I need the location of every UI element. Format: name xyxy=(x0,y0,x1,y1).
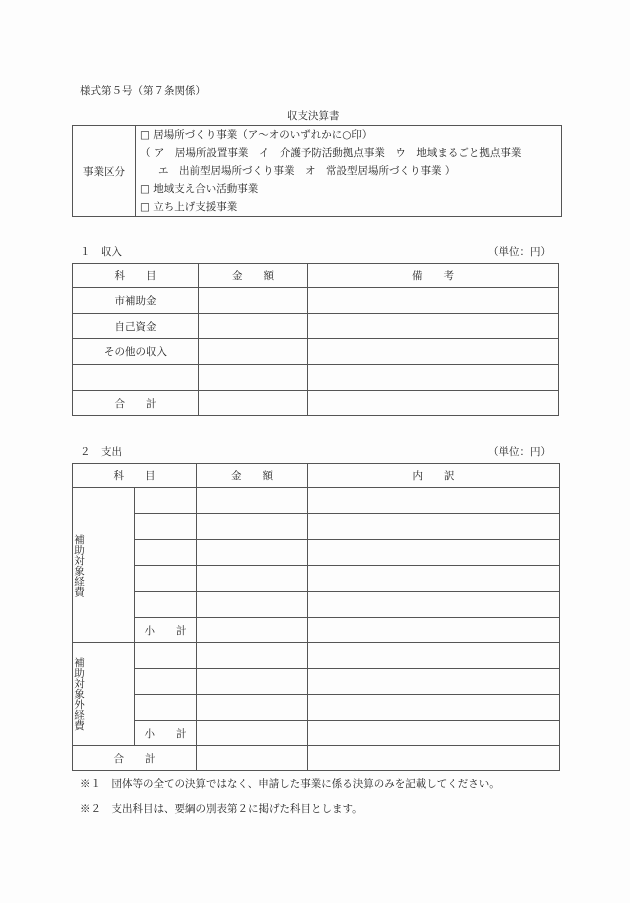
amount-cell[interactable] xyxy=(199,288,308,314)
category-table xyxy=(72,125,562,217)
table-row xyxy=(73,592,560,618)
note-2: ※２ 支出科目は、要綱の別表第２に掲げた科目とします。 xyxy=(80,803,363,815)
option-sasaeai[interactable] xyxy=(136,180,561,198)
subtotal-label: 小 計 xyxy=(135,618,197,643)
breakdown-cell[interactable] xyxy=(308,540,560,566)
breakdown-cell[interactable] xyxy=(308,746,560,771)
item-cell[interactable] xyxy=(135,566,197,592)
item-cell[interactable] xyxy=(135,488,197,514)
amount-cell[interactable] xyxy=(197,488,308,514)
group-label: 補助対象外経費 xyxy=(73,657,85,731)
table-row xyxy=(73,314,559,339)
note-1: ※１ 団体等の全ての決算ではなく、申請した事業に係る決算のみを記載してください。 xyxy=(80,778,500,790)
table-row xyxy=(73,566,560,592)
amount-cell[interactable] xyxy=(197,695,308,721)
header-amount: 金 額 xyxy=(199,264,308,288)
checkbox-icon[interactable]: □ xyxy=(140,201,150,213)
subtotal-label: 小 計 xyxy=(135,721,197,746)
breakdown-cell[interactable] xyxy=(308,721,560,746)
sub-options-line2: エ 出前型居場所づくり事業 オ 常設型居場所づくり事業 ） xyxy=(158,165,456,177)
amount-cell[interactable] xyxy=(199,391,308,416)
breakdown-cell[interactable] xyxy=(308,566,560,592)
total-label: 合 計 xyxy=(73,746,197,771)
table-row xyxy=(73,540,560,566)
category-options xyxy=(136,126,562,217)
group-label: 補助対象経費 xyxy=(73,533,85,597)
table-row xyxy=(73,669,560,695)
amount-cell[interactable] xyxy=(197,618,308,643)
remarks-cell[interactable] xyxy=(308,288,559,314)
table-row xyxy=(73,288,559,314)
item-cell[interactable] xyxy=(135,592,197,618)
amount-cell[interactable] xyxy=(197,514,308,540)
item-cell[interactable] xyxy=(135,669,197,695)
table-row xyxy=(73,488,560,514)
table-row xyxy=(73,695,560,721)
item-cell[interactable] xyxy=(135,643,197,669)
breakdown-cell[interactable] xyxy=(308,488,560,514)
amount-cell[interactable] xyxy=(197,669,308,695)
row-label: 自己資金 xyxy=(73,314,199,339)
sub-options-line1: （ ア 居場所設置事業 イ 介護予防活動拠点事業 ウ 地域まるごと拠点事業 xyxy=(140,147,522,159)
remarks-cell[interactable] xyxy=(308,391,559,416)
table-row xyxy=(73,514,560,540)
checkbox-icon[interactable]: □ xyxy=(140,183,150,195)
income-table xyxy=(72,263,559,416)
amount-cell[interactable] xyxy=(199,365,308,391)
table-row xyxy=(73,365,559,391)
page-title: 収支決算書 xyxy=(287,110,340,122)
header-item: 科 目 xyxy=(73,464,197,488)
form-number: 様式第５号（第７条関係） xyxy=(80,85,206,97)
total-label: 合 計 xyxy=(73,391,199,416)
table-header xyxy=(73,264,559,288)
breakdown-cell[interactable] xyxy=(308,695,560,721)
remarks-cell[interactable] xyxy=(308,365,559,391)
item-cell[interactable] xyxy=(135,514,197,540)
option-label: 居場所づくり事業（ア～オのいずれかに○印） xyxy=(153,129,373,141)
amount-cell[interactable] xyxy=(197,566,308,592)
subtotal-row xyxy=(73,721,560,746)
row-label: 市補助金 xyxy=(73,288,199,314)
header-breakdown: 内 訳 xyxy=(308,464,560,488)
category-label: 事業区分 xyxy=(73,126,136,217)
breakdown-cell[interactable] xyxy=(308,514,560,540)
breakdown-cell[interactable] xyxy=(308,669,560,695)
total-row xyxy=(73,746,560,771)
table-header xyxy=(73,464,560,488)
breakdown-cell[interactable] xyxy=(308,592,560,618)
group-subsidized xyxy=(73,488,135,643)
checkbox-icon[interactable]: □ xyxy=(140,129,150,141)
total-row xyxy=(73,391,559,416)
income-heading: １ 収入 xyxy=(80,246,122,258)
table-row xyxy=(73,339,559,365)
remarks-cell[interactable] xyxy=(308,314,559,339)
remarks-cell[interactable] xyxy=(308,339,559,365)
breakdown-cell[interactable] xyxy=(308,643,560,669)
income-unit: （単位：円） xyxy=(488,246,551,258)
option-label: 立ち上げ支援事業 xyxy=(153,201,238,213)
subtotal-row xyxy=(73,618,560,643)
breakdown-cell[interactable] xyxy=(308,618,560,643)
expense-heading: ２ 支出 xyxy=(80,446,122,458)
amount-cell[interactable] xyxy=(197,592,308,618)
header-amount: 金 額 xyxy=(197,464,308,488)
expense-unit: （単位：円） xyxy=(488,446,551,458)
group-non-subsidized xyxy=(73,643,135,746)
option-label: 地域支え合い活動事業 xyxy=(153,183,259,195)
option-tachiage[interactable] xyxy=(136,198,561,216)
row-label: その他の収入 xyxy=(73,339,199,365)
amount-cell[interactable] xyxy=(197,721,308,746)
item-cell[interactable] xyxy=(135,695,197,721)
amount-cell[interactable] xyxy=(199,314,308,339)
option-ibasho[interactable] xyxy=(136,126,561,144)
header-item: 科 目 xyxy=(73,264,199,288)
amount-cell[interactable] xyxy=(197,746,308,771)
amount-cell[interactable] xyxy=(197,643,308,669)
header-remarks: 備 考 xyxy=(308,264,559,288)
amount-cell[interactable] xyxy=(197,540,308,566)
table-row xyxy=(73,643,560,669)
row-label[interactable] xyxy=(73,365,199,391)
expense-table xyxy=(72,463,560,771)
item-cell[interactable] xyxy=(135,540,197,566)
amount-cell[interactable] xyxy=(199,339,308,365)
